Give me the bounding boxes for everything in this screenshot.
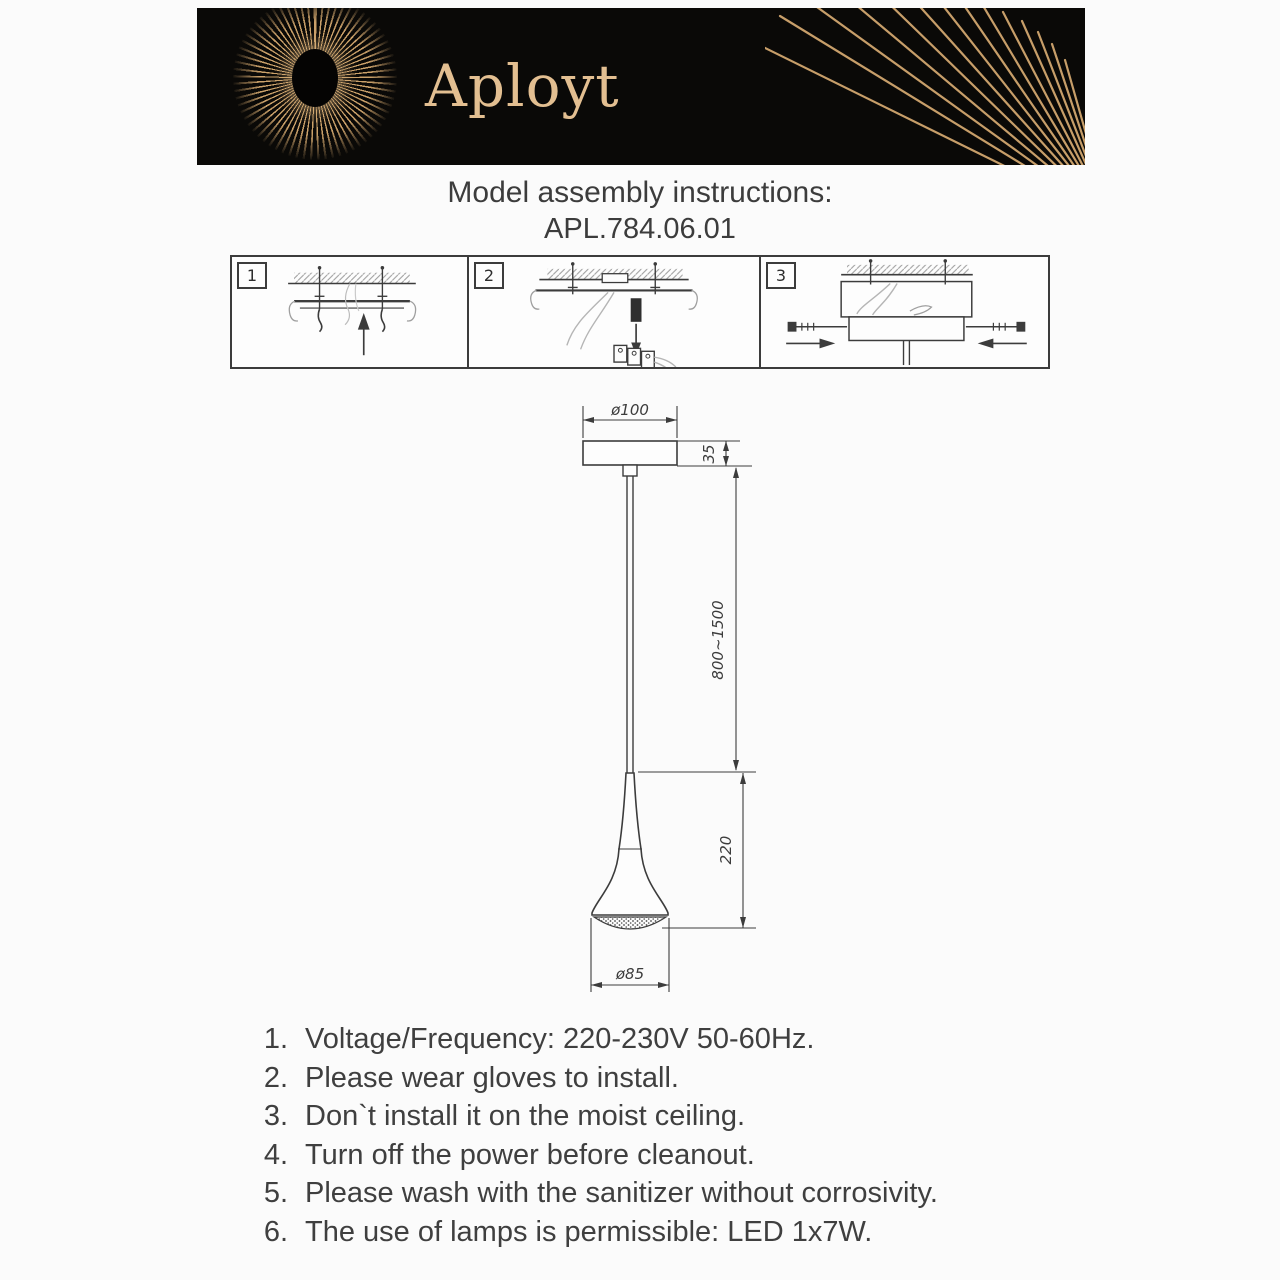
list-item <box>252 1136 938 1175</box>
list-item-text: Don`t install it on the moist ceiling. <box>305 1100 746 1132</box>
list-item-number: 3. <box>263 1100 288 1132</box>
page-title: Model assembly instructions: <box>447 176 833 209</box>
pendant-lamp-technical-drawing <box>560 400 780 1000</box>
list-item-number: 5. <box>263 1177 288 1209</box>
brand-header-banner <box>197 8 1085 165</box>
model-number: APL.784.06.01 <box>544 213 736 245</box>
dimension-label: ø85 <box>615 965 645 983</box>
brand-wordmark: Aployt <box>425 52 620 120</box>
list-item-text: Voltage/Frequency: 220-230V 50-60Hz. <box>305 1023 815 1055</box>
step-number-badge: 1 <box>237 262 267 289</box>
safety-instructions-list <box>252 1020 938 1251</box>
rays-decoration-icon <box>765 8 1085 165</box>
list-item <box>252 1020 938 1059</box>
list-item-text: Please wear gloves to install. <box>305 1061 679 1094</box>
list-item-text: Turn off the power before cleanout. <box>305 1138 755 1171</box>
list-item-number: 4. <box>263 1138 288 1171</box>
sunburst-logo-center <box>292 49 338 107</box>
step2-wiring-diagram <box>469 257 759 367</box>
dimension-label: 35 <box>700 444 718 464</box>
suspension-cord <box>627 476 633 773</box>
step1-mount-bracket-diagram <box>232 257 467 367</box>
step-panel-3 <box>759 255 1050 369</box>
list-item <box>252 1059 938 1098</box>
list-item <box>252 1213 938 1252</box>
list-item-text: Please wash with the sanitizer without corrosivity. <box>305 1177 938 1209</box>
list-item-text: The use of lamps is permissible: LED 1x7W. <box>305 1215 873 1248</box>
step-number-badge: 2 <box>474 262 504 289</box>
list-item <box>252 1097 938 1136</box>
lamp-shade <box>592 773 668 929</box>
document-title <box>0 174 1280 247</box>
list-item-number: 1. <box>263 1023 288 1055</box>
list-item-number: 2. <box>263 1061 288 1094</box>
dimension-label: ø100 <box>611 401 649 419</box>
assembly-steps-strip <box>230 255 1050 369</box>
step3-canopy-fixing-diagram <box>761 257 1048 367</box>
step-number-badge: 3 <box>766 262 796 289</box>
list-item-number: 6. <box>263 1215 288 1248</box>
dimension-label: 800~1500 <box>709 600 727 680</box>
diffuser-dome <box>594 917 666 929</box>
cord-grip <box>623 465 637 476</box>
dimension-label: 220 <box>717 835 735 865</box>
ceiling-canopy <box>583 441 677 465</box>
list-item <box>252 1174 938 1213</box>
step-panel-1 <box>230 255 469 369</box>
step-panel-2 <box>467 255 761 369</box>
